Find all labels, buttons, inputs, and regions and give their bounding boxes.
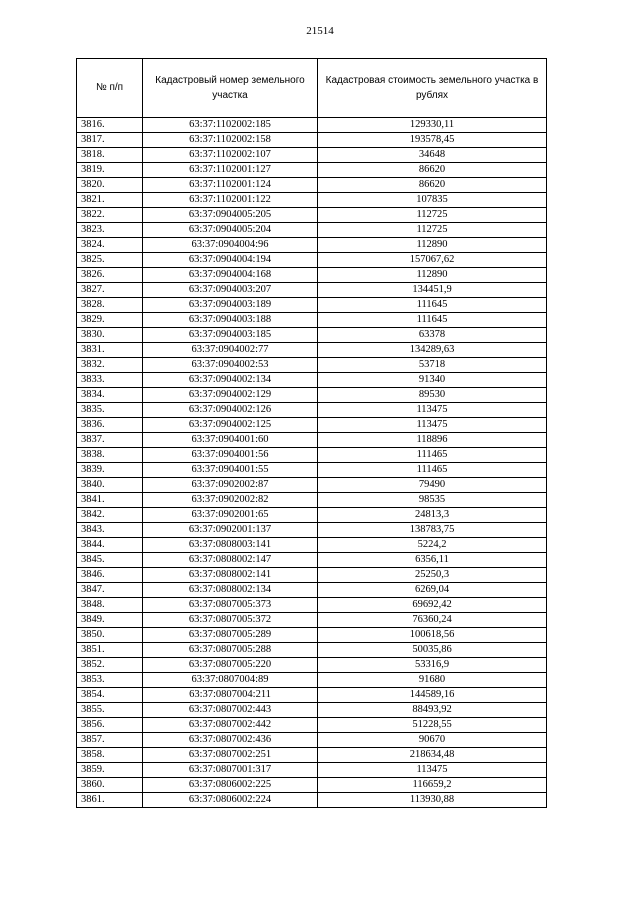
cadastral-number-cell: 63:37:0902002:82 [143,493,318,508]
cadastral-value-cell: 79490 [318,478,547,493]
row-number-cell: 3855. [77,703,143,718]
cadastral-number-cell: 63:37:0807004:211 [143,688,318,703]
cadastral-number-cell: 63:37:0807005:220 [143,658,318,673]
table-row [77,448,547,463]
cadastral-number-cell: 63:37:0904001:56 [143,448,318,463]
table-row [77,718,547,733]
table-row [77,313,547,328]
cadastral-value-cell: 113475 [318,403,547,418]
header-cadastral-value: Кадастровая стоимость земельного участка в рублях [318,59,547,118]
table-row [77,538,547,553]
cadastral-value-cell: 5224,2 [318,538,547,553]
page-number: 21514 [306,25,334,37]
row-number-cell: 3829. [77,313,143,328]
cadastral-number-cell: 63:37:0904002:126 [143,403,318,418]
table-row [77,658,547,673]
table-row [77,118,547,133]
cadastral-number-cell: 63:37:0904004:168 [143,268,318,283]
cadastral-number-cell: 63:37:0806002:224 [143,793,318,808]
table-header [77,59,547,118]
cadastral-value-cell: 91340 [318,373,547,388]
cadastral-number-cell: 63:37:0904003:188 [143,313,318,328]
table-row [77,568,547,583]
cadastral-value-cell: 112725 [318,208,547,223]
cadastral-number-cell: 63:37:0904002:77 [143,343,318,358]
row-number-cell: 3847. [77,583,143,598]
cadastral-value-cell: 144589,16 [318,688,547,703]
cadastral-value-cell: 69692,42 [318,598,547,613]
cadastral-number-cell: 63:37:0904005:205 [143,208,318,223]
cadastral-value-cell: 6269,04 [318,583,547,598]
row-number-cell: 3858. [77,748,143,763]
cadastral-value-cell: 111645 [318,313,547,328]
row-number-cell: 3854. [77,688,143,703]
table-row [77,643,547,658]
table-row [77,328,547,343]
cadastral-value-cell: 113930,88 [318,793,547,808]
row-number-cell: 3835. [77,403,143,418]
cadastral-value-cell: 100618,56 [318,628,547,643]
table-row [77,628,547,643]
row-number-cell: 3837. [77,433,143,448]
header-row-number: № п/п [77,59,143,118]
table-row [77,388,547,403]
cadastral-number-cell: 63:37:0904002:53 [143,358,318,373]
row-number-cell: 3832. [77,358,143,373]
cadastral-number-cell: 63:37:0808002:147 [143,553,318,568]
table-row [77,763,547,778]
cadastral-number-cell: 63:37:0902001:65 [143,508,318,523]
cadastral-number-cell: 63:37:0904003:189 [143,298,318,313]
cadastral-number-cell: 63:37:1102002:158 [143,133,318,148]
row-number-cell: 3833. [77,373,143,388]
cadastral-number-cell: 63:37:0902002:87 [143,478,318,493]
cadastral-value-cell: 76360,24 [318,613,547,628]
cadastral-value-cell: 25250,3 [318,568,547,583]
table-row [77,238,547,253]
table-row [77,778,547,793]
cadastral-value-cell: 6356,11 [318,553,547,568]
row-number-cell: 3849. [77,613,143,628]
cadastral-number-cell: 63:37:0807005:372 [143,613,318,628]
cadastral-value-cell: 113475 [318,418,547,433]
cadastral-value-cell: 193578,45 [318,133,547,148]
table-row [77,373,547,388]
table-row [77,553,547,568]
row-number-cell: 3825. [77,253,143,268]
row-number-cell: 3822. [77,208,143,223]
row-number-cell: 3850. [77,628,143,643]
cadastral-value-cell: 112890 [318,238,547,253]
cadastral-number-cell: 63:37:1102001:124 [143,178,318,193]
row-number-cell: 3838. [77,448,143,463]
cadastral-value-cell: 111465 [318,463,547,478]
table-row [77,613,547,628]
cadastral-number-cell: 63:37:1102001:122 [143,193,318,208]
header-cadastral-number: Кадастровый номер земельного участка [143,59,318,118]
cadastral-value-cell: 63378 [318,328,547,343]
cadastral-number-cell: 63:37:0807004:89 [143,673,318,688]
row-number-cell: 3843. [77,523,143,538]
table-row [77,298,547,313]
cadastral-number-cell: 63:37:1102002:107 [143,148,318,163]
cadastral-number-cell: 63:37:0902001:137 [143,523,318,538]
cadastral-value-cell: 50035,86 [318,643,547,658]
row-number-cell: 3824. [77,238,143,253]
cadastral-number-cell: 63:37:0807002:251 [143,748,318,763]
cadastral-value-cell: 86620 [318,163,547,178]
cadastral-number-cell: 63:37:1102001:127 [143,163,318,178]
row-number-cell: 3845. [77,553,143,568]
row-number-cell: 3861. [77,793,143,808]
row-number-cell: 3840. [77,478,143,493]
cadastral-value-table [76,58,547,808]
table-body [77,118,547,808]
row-number-cell: 3853. [77,673,143,688]
row-number-cell: 3830. [77,328,143,343]
cadastral-number-cell: 63:37:0904004:96 [143,238,318,253]
table-row [77,283,547,298]
table-row [77,508,547,523]
row-number-cell: 3842. [77,508,143,523]
cadastral-value-cell: 51228,55 [318,718,547,733]
cadastral-value-cell: 157067,62 [318,253,547,268]
row-number-cell: 3851. [77,643,143,658]
row-number-cell: 3821. [77,193,143,208]
table-row [77,748,547,763]
table-row [77,418,547,433]
cadastral-value-cell: 89530 [318,388,547,403]
cadastral-number-cell: 63:37:0807005:289 [143,628,318,643]
row-number-cell: 3846. [77,568,143,583]
cadastral-number-cell: 63:37:0806002:225 [143,778,318,793]
table-row [77,358,547,373]
cadastral-number-cell: 63:37:0807002:442 [143,718,318,733]
cadastral-value-cell: 112890 [318,268,547,283]
cadastral-number-cell: 63:37:0808002:141 [143,568,318,583]
cadastral-number-cell: 63:37:0904002:129 [143,388,318,403]
table-row [77,343,547,358]
cadastral-value-cell: 129330,11 [318,118,547,133]
table-row [77,223,547,238]
cadastral-value-cell: 53718 [318,358,547,373]
cadastral-value-cell: 90670 [318,733,547,748]
table-row [77,688,547,703]
table-row [77,583,547,598]
cadastral-number-cell: 63:37:0904003:207 [143,283,318,298]
table-row [77,673,547,688]
cadastral-value-cell: 86620 [318,178,547,193]
row-number-cell: 3859. [77,763,143,778]
cadastral-number-cell: 63:37:0904002:134 [143,373,318,388]
cadastral-value-cell: 98535 [318,493,547,508]
cadastral-number-cell: 63:37:0904005:204 [143,223,318,238]
table-row [77,253,547,268]
cadastral-number-cell: 63:37:0808003:141 [143,538,318,553]
cadastral-value-cell: 113475 [318,763,547,778]
row-number-cell: 3834. [77,388,143,403]
table-row [77,523,547,538]
cadastral-number-cell: 63:37:0807002:443 [143,703,318,718]
row-number-cell: 3820. [77,178,143,193]
cadastral-value-cell: 34648 [318,148,547,163]
table-row [77,793,547,808]
cadastral-number-cell: 63:37:0904001:55 [143,463,318,478]
cadastral-value-cell: 118896 [318,433,547,448]
row-number-cell: 3852. [77,658,143,673]
row-number-cell: 3848. [77,598,143,613]
cadastral-value-cell: 134289,63 [318,343,547,358]
row-number-cell: 3839. [77,463,143,478]
table-row [77,163,547,178]
row-number-cell: 3818. [77,148,143,163]
row-number-cell: 3826. [77,268,143,283]
cadastral-number-cell: 63:37:0807005:288 [143,643,318,658]
table-header-row [77,59,547,118]
row-number-cell: 3844. [77,538,143,553]
cadastral-value-cell: 24813,3 [318,508,547,523]
row-number-cell: 3817. [77,133,143,148]
table-row [77,133,547,148]
cadastral-value-cell: 218634,48 [318,748,547,763]
row-number-cell: 3823. [77,223,143,238]
table-row [77,268,547,283]
row-number-cell: 3831. [77,343,143,358]
row-number-cell: 3819. [77,163,143,178]
cadastral-number-cell: 63:37:0807002:436 [143,733,318,748]
cadastral-number-cell: 63:37:0807005:373 [143,598,318,613]
row-number-cell: 3857. [77,733,143,748]
cadastral-value-cell: 91680 [318,673,547,688]
cadastral-value-cell: 112725 [318,223,547,238]
cadastral-number-cell: 63:37:1102002:185 [143,118,318,133]
table-row [77,433,547,448]
cadastral-number-cell: 63:37:0807001:317 [143,763,318,778]
row-number-cell: 3856. [77,718,143,733]
table-row [77,598,547,613]
table-row [77,493,547,508]
table-row [77,478,547,493]
cadastral-value-cell: 107835 [318,193,547,208]
row-number-cell: 3841. [77,493,143,508]
table-row [77,703,547,718]
table-row [77,148,547,163]
cadastral-number-cell: 63:37:0904003:185 [143,328,318,343]
cadastral-number-cell: 63:37:0904001:60 [143,433,318,448]
cadastral-value-cell: 116659,2 [318,778,547,793]
row-number-cell: 3836. [77,418,143,433]
table-row [77,208,547,223]
cadastral-value-cell: 53316,9 [318,658,547,673]
cadastral-value-cell: 111465 [318,448,547,463]
cadastral-number-cell: 63:37:0904004:194 [143,253,318,268]
cadastral-number-cell: 63:37:0808002:134 [143,583,318,598]
table-row [77,463,547,478]
cadastral-value-cell: 111645 [318,298,547,313]
row-number-cell: 3816. [77,118,143,133]
table-row [77,178,547,193]
row-number-cell: 3828. [77,298,143,313]
cadastral-value-cell: 138783,75 [318,523,547,538]
table-row [77,193,547,208]
cadastral-value-cell: 88493,92 [318,703,547,718]
cadastral-number-cell: 63:37:0904002:125 [143,418,318,433]
table-row [77,733,547,748]
table-row [77,403,547,418]
row-number-cell: 3860. [77,778,143,793]
row-number-cell: 3827. [77,283,143,298]
cadastral-value-cell: 134451,9 [318,283,547,298]
